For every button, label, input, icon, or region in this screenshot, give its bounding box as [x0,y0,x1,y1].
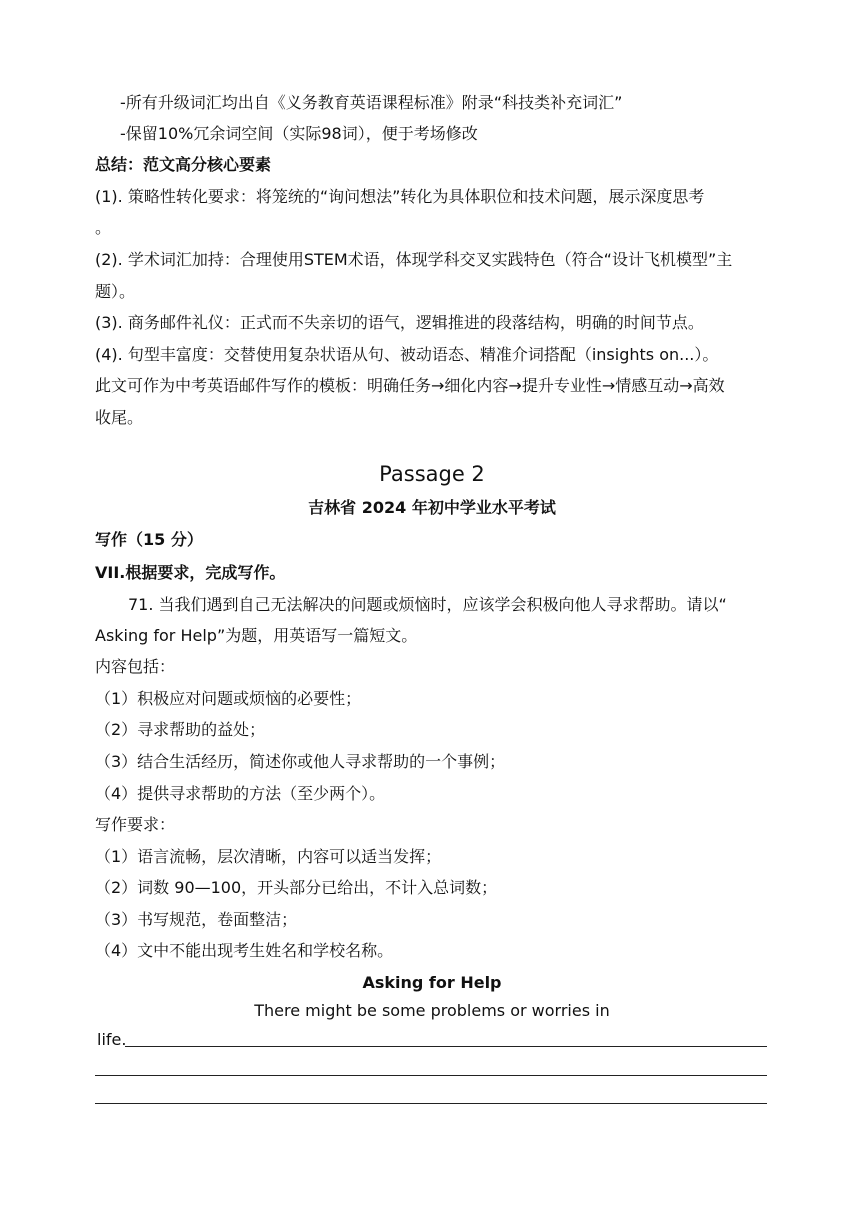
content-item: （4）提供寻求帮助的方法（至少两个）。 [95,784,386,803]
passage-title: Passage 2 [379,462,485,486]
requirement-item: （4）文中不能出现考生姓名和学校名称。 [95,941,394,960]
summary-point-4: (4). 句型丰富度：交替使用复杂状语从句、被动语态、精准介词搭配（insights on...）。 [95,345,719,364]
content-label: 内容包括： [95,657,176,676]
essay-continuation: life. [97,1030,127,1049]
summary-point-2: (2). 学术词汇加持：合理使用STEM术语，体现学科交叉实践特色（符合“设计飞机模型”主 [95,250,733,269]
section-heading: 写作（15 分） [95,530,203,549]
essay-opening: There might be some problems or worries in [254,1001,610,1020]
content-item: （3）结合生活经历，简述你或他人寻求帮助的一个事例； [95,752,506,771]
writing-line [95,1103,767,1104]
summary-point-1: (1). 策略性转化要求：将笼统的“询问想法”转化为具体职位和技术问题，展示深度思考 [95,187,705,206]
requirement-item: （3）书写规范，卷面整洁； [95,910,298,929]
content-item: （2）寻求帮助的益处； [95,720,266,739]
essay-title: Asking for Help [362,973,502,992]
template-note: 此文可作为中考英语邮件写作的模板：明确任务→细化内容→提升专业性→情感互动→高效 [95,376,725,395]
summary-point-2-cont: 题）。 [95,282,136,301]
content-item: （1）积极应对问题或烦恼的必要性； [95,689,362,708]
requirement-item: （2）词数 90—100，开头部分已给出，不计入总词数； [95,878,498,897]
writing-line [125,1046,767,1047]
question-prompt-cont: Asking for Help”为题，用英语写一篇短文。 [95,626,418,645]
part-heading: VII.根据要求，完成写作。 [95,563,286,582]
writing-line [95,1075,767,1076]
bullet-vocabulary-source: -所有升级词汇均出自《义务教育英语课程标准》附录“科技类补充词汇” [120,93,623,112]
exam-title: 吉林省 2024 年初中学业水平考试 [308,498,556,517]
summary-point-1-cont: 。 [95,218,112,237]
requirement-item: （1）语言流畅，层次清晰，内容可以适当发挥； [95,847,442,866]
question-prompt: 71. 当我们遇到自己无法解决的问题或烦恼时，应该学会积极向他人寻求帮助。请以“ [128,595,727,614]
template-note-cont: 收尾。 [95,408,144,427]
summary-heading: 总结：范文高分核心要素 [95,155,272,174]
summary-point-3: (3). 商务邮件礼仪：正式而不失亲切的语气，逻辑推进的段落结构，明确的时间节点。 [95,313,704,332]
bullet-word-space: -保留10%冗余词空间（实际98词），便于考场修改 [120,124,478,143]
requirements-label: 写作要求： [95,815,176,834]
